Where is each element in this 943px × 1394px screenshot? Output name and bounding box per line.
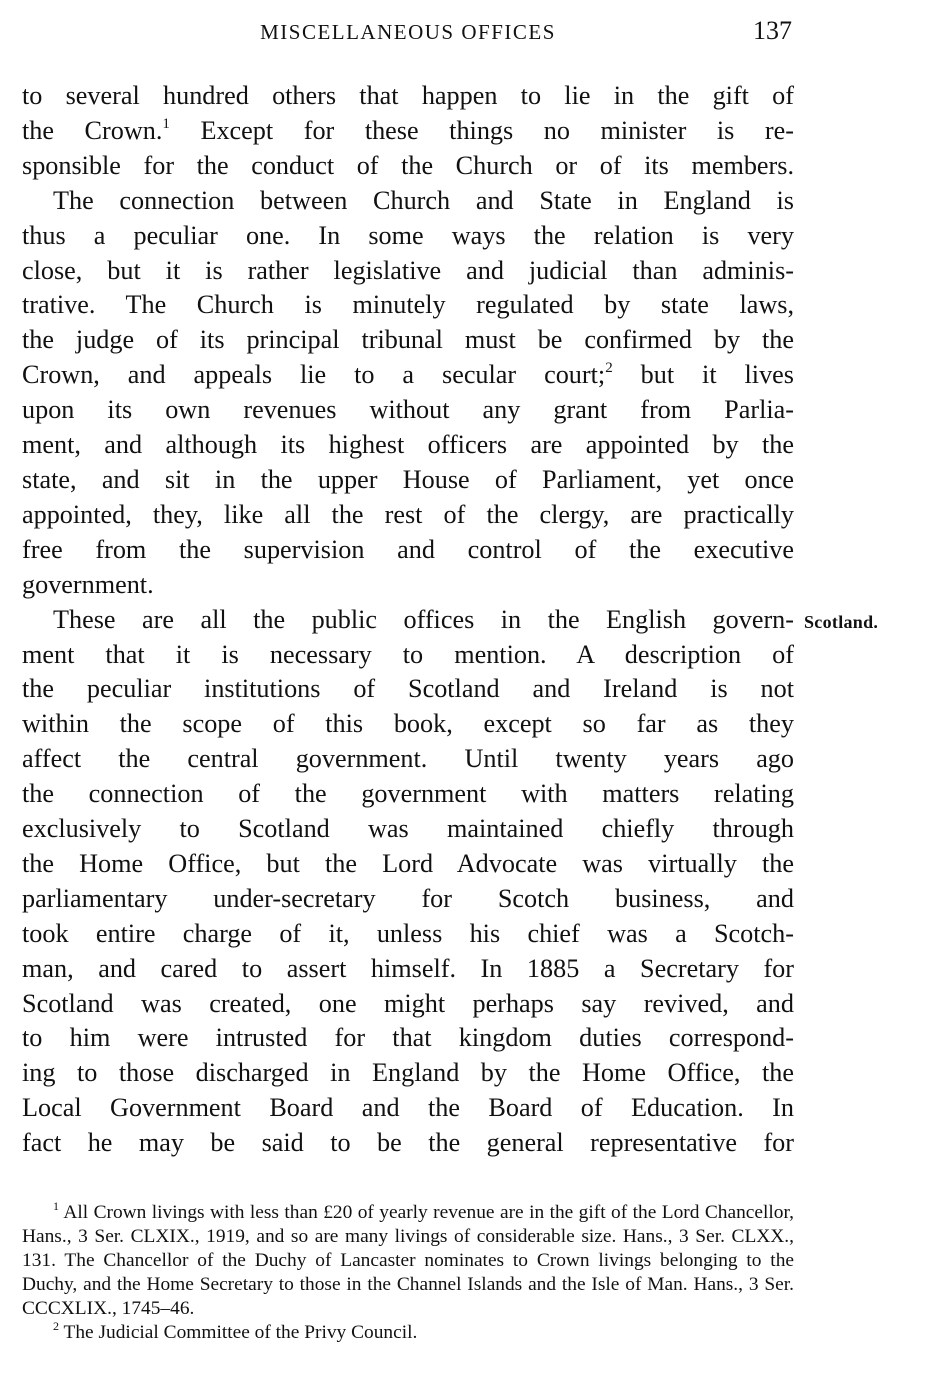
text-line: exclusively to Scotland was maintained chiefly through bbox=[22, 814, 794, 844]
paragraph-3 bbox=[22, 603, 794, 1162]
footnote-marker: 1 bbox=[53, 1199, 59, 1213]
text-line: the Home Office, but the Lord Advocate was virtually the bbox=[22, 848, 794, 878]
text-line: the peculiar institutions of Scotland and Ireland is not bbox=[22, 674, 794, 704]
footnote-text: All Crown livings with less than £20 of yearly revenue are in the gift of the Lord Chancellor, Hans., 3 Ser. CLXIX., 1919, and so are many livings of considerable size. Hans., 3 Ser. CLXX., 131. The Chancellor of the Duchy of Lancaster nominates to Crown livings belonging to the Duchy, and the Home Secretary to those in the Channel Islands and the Isle of Man. Hans., 3 Ser. CCCXLIX., 1745–46. bbox=[22, 1202, 794, 1319]
text-line: affect the central government. Until twenty years ago bbox=[22, 744, 794, 774]
text-line: the connection of the government with matters relating bbox=[22, 779, 794, 809]
margin-note-scotland: Scotland. bbox=[804, 612, 879, 632]
paragraph-1 bbox=[22, 79, 794, 184]
text-line: fact he may be said to be the general representative for bbox=[22, 1128, 794, 1158]
text-line: to him were intrusted for that kingdom duties correspond- bbox=[22, 1023, 794, 1053]
page-number: 137 bbox=[753, 16, 792, 45]
footnotes bbox=[22, 1201, 794, 1345]
text-line: government. bbox=[22, 569, 154, 599]
text-line: to several hundred others that happen to lie in the gift of bbox=[22, 81, 794, 110]
footnote-1 bbox=[22, 1201, 794, 1321]
footnote-marker: 2 bbox=[53, 1319, 59, 1333]
text-line: thus a peculiar one. In some ways the relation is very bbox=[22, 220, 794, 250]
text-line: ment that it is necessary to mention. A description of bbox=[22, 639, 794, 669]
running-head bbox=[22, 14, 794, 50]
footnote-2 bbox=[22, 1321, 794, 1345]
body-text bbox=[22, 79, 794, 1161]
text-line: parliamentary under-secretary for Scotch business, and bbox=[22, 883, 794, 913]
text-line: state, and sit in the upper House of Parliament, yet once bbox=[22, 464, 794, 494]
text-line: man, and cared to assert himself. In 1885 a Secretary for bbox=[22, 953, 794, 983]
text-line: Scotland was created, one might perhaps say revived, and bbox=[22, 988, 794, 1018]
text-line: ing to those discharged in England by the Home Office, the bbox=[22, 1058, 794, 1088]
text-line: the Crown.$^1$ Except for these things no minister is re- bbox=[22, 115, 794, 145]
footnote-ref-1: 1 bbox=[162, 115, 170, 132]
text-line: sponsible for the conduct of the Church or of its members. bbox=[22, 150, 794, 180]
paragraph-2 bbox=[22, 184, 794, 603]
text-line: within the scope of this book, except so far as they bbox=[22, 709, 794, 739]
text-line: took entire charge of it, unless his chief was a Scotch- bbox=[22, 918, 794, 948]
text-line: free from the supervision and control of the executive bbox=[22, 534, 794, 564]
text-line: close, but it is rather legislative and judicial than adminis- bbox=[22, 255, 794, 285]
text-line: appointed, they, like all the rest of the clergy, are practically bbox=[22, 499, 794, 529]
text-line: These are all the public offices in the English govern- bbox=[53, 604, 794, 634]
footnote-text: The Judicial Committee of the Privy Council. bbox=[63, 1322, 418, 1343]
text-line: the judge of its principal tribunal must be confirmed by the bbox=[22, 325, 794, 355]
text-line: Crown, and appeals lie to a secular court;$^2$ but it lives bbox=[22, 360, 794, 390]
text-line: trative. The Church is minutely regulated by state laws, bbox=[22, 290, 794, 320]
text-line: Local Government Board and the Board of Education. In bbox=[22, 1093, 794, 1123]
text-line: ment, and although its highest officers are appointed by the bbox=[22, 430, 794, 460]
running-title: MISCELLANEOUS OFFICES bbox=[260, 20, 556, 44]
text-line: upon its own revenues without any grant from Parlia- bbox=[22, 395, 794, 425]
footnote-ref-2: 2 bbox=[605, 360, 613, 377]
text-line: The connection between Church and State in England is bbox=[53, 185, 794, 215]
